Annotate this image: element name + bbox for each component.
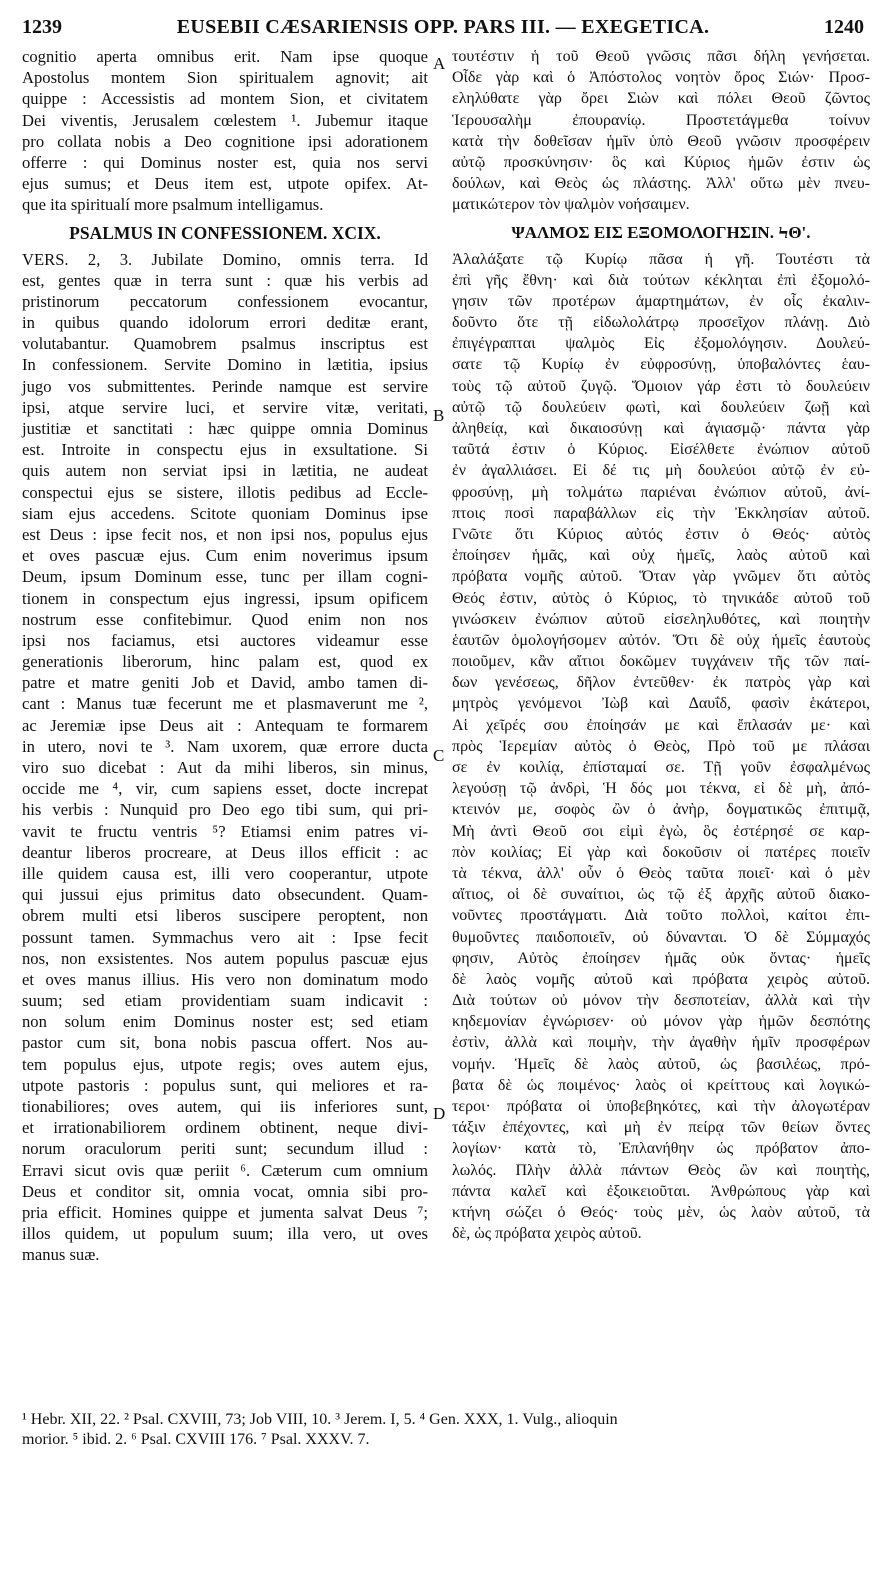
text-line: θυμοῦντες παιδοποιεῖν, οὐ δύνανται. Ὁ δὲ Σύμμαχός xyxy=(452,928,870,946)
text-line: ἑαυτῶν ὁμολογήσομεν αὐτόν. Ὅτι δὲ οὐχ ἡμεῖς ἑαυτοὺς xyxy=(452,631,870,649)
text-line: λεγούσῃ τῷ ἀνδρὶ, Ἡ δός μοι τέκνα, εἰ δὲ μὴ, ἀπό- xyxy=(452,780,870,798)
text-line: Οἶδε γὰρ καὶ ὁ Ἀπόστολος νοητὸν ὄρος Σιών· Προσ- xyxy=(452,69,870,87)
text-line: norum oraculorum periti sunt; secundum illud : xyxy=(22,1139,428,1159)
text-line: πρόβατα νομῆς αὐτοῦ. Ὅταν γὰρ γνῶμεν ὅτι αὐτὸς xyxy=(452,568,870,586)
text-line: Apostolus montem Sion spiritualem agnovit; ait xyxy=(22,68,428,88)
running-title: EUSEBII CÆSARIENSIS OPP. PARS III. — EXEGETICA. xyxy=(176,16,710,38)
text-line: volutabantur. Quamobrem psalmus inscriptus est xyxy=(22,334,428,354)
text-line: est. Introite in conspectu ejus in exsultatione. Si xyxy=(22,440,428,460)
text-line: quippe : Accessistis ad montem Sion, et civitatem xyxy=(22,89,428,109)
text-line: ἐπιγέγραπται ψαλμὸς Εἰς ἐξομολόγησιν. Δουλεύ- xyxy=(452,335,870,353)
text-line: Μὴ ἀντὶ Θεοῦ σοι εἰμὶ ἐγὼ, ὃς ἐστέρησέ σε καρ- xyxy=(452,822,870,840)
text-line: ἐπὶ γῆς ἔθνη· καὶ διὰ τούτων κέκληται ἐπὶ ἐξομολό- xyxy=(452,271,870,289)
text-line: tionem in conspectum ejus ingressi, ipsum opificem xyxy=(22,588,428,608)
text-line: αἴτιος, οἱ δὲ συναίτιοι, ὡς τῷ ἐξ ἀρχῆς αὐτοῦ διακο- xyxy=(452,886,870,904)
margin-marker-a: A xyxy=(433,54,446,73)
text-line: Dei viventis, Jerusalem cœlestem ¹. Jubemur itaque xyxy=(22,110,428,130)
latin-column xyxy=(22,46,428,1266)
text-line: deantur liberos procreare, at Deus illos efficit : ac xyxy=(22,842,428,862)
text-line: δούλων, καὶ Θεὸς ὡς πλάστης. Ἀλλ' οὕτω μὲν πνευ- xyxy=(452,175,870,193)
text-line: ταῦτά ἐστιν ὁ Κύριος. Εἰσέλθετε ἐνώπιον αὐτοῦ xyxy=(452,441,870,459)
text-line: νομήν. Ἡμεῖς δὲ λαὸς αὐτοῦ, ὡς βασιλέως, πρό- xyxy=(452,1055,870,1073)
text-line: κτήνη σώζει ὁ Θεός· τοὺς μὲν, ὡς λαὸν αὐτοῦ, τὰ xyxy=(452,1203,870,1221)
text-line: occide me ⁴, vir, cum sapiens esset, docte increpat xyxy=(22,779,428,799)
text-line: et oves manus illius. His vero non dominatum modo xyxy=(22,969,428,989)
text-line: τοὺς τῷ αὐτοῦ ζυγῷ. Ὅμοιον γάρ ἐστι τὸ δουλεύειν xyxy=(452,377,870,395)
running-header xyxy=(22,14,864,40)
psalm-heading: ΨΑΛΜΟΣ ΕΙΣ ΕΞΟΜΟΛΟΓΗΣΙΝ. ϞΘ'. xyxy=(511,222,811,242)
text-line: manus suæ. xyxy=(22,1245,100,1265)
text-line: suum; sed etiam providentiam suam indicavit : xyxy=(22,991,428,1011)
text-line: ipsi, atque servire luci, et servire vitæ, veritati, xyxy=(22,397,428,417)
text-line: Γνῶτε ὅτι Κύριος αὐτός ἐστιν ὁ Θεός· αὐτὸς xyxy=(452,525,870,543)
text-line: siam ejus accedens. Scitote quoniam Dominus ipse xyxy=(22,503,428,523)
text-line: κατὰ τὴν δοθεῖσαν ἡμῖν ὑπὸ Θεοῦ γνῶσιν προσφέρειν xyxy=(452,132,870,150)
text-line: est Deus : ipse fecit nos, et non ipsi nos, populus ejus xyxy=(22,524,428,544)
text-line: πρὸς Ἱερεμίαν αὐτὸς ὁ Θεὸς, Πρὸ τοῦ με πλάσαι xyxy=(452,737,870,755)
margin-marker-d: D xyxy=(433,1104,446,1123)
text-line: δοῦντο ὅτε τῇ εἰδωλολάτρῳ προσεῖχον πλάνῃ. Διὸ xyxy=(452,314,870,332)
text-line: ἐποίησεν ἡμᾶς, καὶ οὐχ ἡμεῖς, λαὸς αὐτοῦ καὶ xyxy=(452,547,870,565)
text-line: φροσύνῃ, μὴ τολμάτω παριέναι ἐνώπιον αὐτοῦ, ἀνί- xyxy=(452,483,870,501)
text-line: his verbis : Nunquid pro Deo ego tibi sum, qui pri- xyxy=(22,800,428,820)
text-line: λωλός. Πλὴν ἀλλὰ πάντων Θεὸς ὢν καὶ ποιητὴς, xyxy=(452,1161,870,1179)
text-line: jugo vos submittentes. Perinde namque est servire xyxy=(22,376,428,396)
text-line: αὐτῷ προσκύνησιν· ὃς καὶ Κύριος ἡμῶν ἐστιν ὡς xyxy=(452,153,870,171)
greek-column xyxy=(452,46,870,1244)
margin-marker-c: C xyxy=(433,746,445,765)
text-line: possunt tamen. Symmachus vero ait : Ipse fecit xyxy=(22,927,428,947)
text-line: in quibus quando idolorum errori deditæ erant, xyxy=(22,313,428,333)
text-line: Θεός ἐστιν, αὐτὸς ὁ Κύριος, τὸ τηνικάδε αὐτοῦ τοῦ xyxy=(452,589,870,607)
text-line: τὰ τέκνα, ἀλλ' οὖν ὁ Θεὸς ταῦτα ποιεῖ· καὶ ὁ μὲν xyxy=(452,864,870,882)
text-line: In confessionem. Servite Domino in lætitia, ipsius xyxy=(22,355,428,375)
text-line: viro suo dicebat : Aut da mihi liberos, sin minus, xyxy=(22,758,428,777)
text-line: et irrationabiliorem ordinem obtinent, neque divi- xyxy=(22,1118,428,1138)
text-line: obrem multi etsi liberos suscipere peroptent, non xyxy=(22,906,428,926)
text-line: cant : Manus tuæ fecerunt me et plasmaverunt me ², xyxy=(22,694,428,714)
text-line: vavit te fructu ventris ⁵? Etiamsi enim patres vi- xyxy=(22,821,428,841)
text-line: in utero, novi te ³. Nam uxorem, quæ errore ducta xyxy=(22,736,428,756)
text-line: γινώσκειν ἐνώπιον αὐτοῦ εἰσεληλυθότες, καὶ ποιητὴν xyxy=(452,610,870,628)
text-line: est, gentes quæ in terra sunt : quæ his verbis ad xyxy=(22,270,428,290)
text-line: πτοις ποσὶ παραβάλλων εἰς τὴν Ἐκκλησίαν αὐτοῦ. xyxy=(452,504,870,522)
text-line: nostrum esse confitebimur. Quod enim non nos xyxy=(22,609,428,629)
text-line: conspectui ejus se sistere, illotis pedibus ad Eccle- xyxy=(22,482,428,502)
text-line: ποιοῦμεν, κἂν αἴτιοι δοκῶμεν τυγχάνειν τῆς τῶν παί- xyxy=(452,653,870,671)
text-line: τεροι· πρόβατα οἱ ὑποβεβηκότες, καὶ τὴν ἀλογωτέραν xyxy=(452,1098,870,1115)
text-line: λογίων· κατὰ τὸ, Ἐπλανήθην ὡς πρόβατον ἀπο- xyxy=(452,1140,870,1158)
text-line: ac Jeremiæ ipse Deus ait : Antequam te formarem xyxy=(22,715,428,735)
footnotes xyxy=(22,1410,870,1450)
text-line: Deus et conditor sit, omnia vocat, omnia sibi pro- xyxy=(22,1181,428,1201)
text-line: δων γενέσεως, δῆλον ἐντεῦθεν· ἐκ πατρὸς γὰρ καὶ xyxy=(452,674,870,692)
text-line: generationis liberorum, hinc palam est, quod ex xyxy=(22,652,428,672)
text-line: non solum enim Dominus noster est; sed etiam xyxy=(22,1012,428,1032)
text-line: pria efficit. Homines quippe et jumenta salvat Deus ⁷; xyxy=(22,1202,428,1222)
text-line: τάξιν ἐπέχοντες, καὶ μὴ ἐν πείρᾳ τῶν θείων ὄντες xyxy=(452,1119,870,1137)
text-line: σε ἐν κοιλίᾳ, ἐπίσταμαί σε. Τῇ γοῦν ἐσφαλμένως xyxy=(452,759,870,776)
text-line: ipsi nos faciamus, etsi auctores videamur esse xyxy=(22,630,428,650)
text-line: ejus sumus; et Deus item est, utpote opifex. At- xyxy=(22,174,428,194)
text-line: Ἱερουσαλὴμ ἐπουρανίῳ. Προστετάγμεθα τοίνυν xyxy=(452,111,870,129)
text-line: εληλύθατε γὰρ ὄρει Σιὼν καὶ πόλει Θεοῦ ζῶντος xyxy=(452,90,870,108)
text-line: μητρὸς γενόμενοι Ἰὼβ καὶ Δαυΐδ, φασὶν ἑκάτεροι, xyxy=(452,695,870,713)
text-line: αὐτῷ τῷ δουλεύειν φωτὶ, καὶ δουλεύειν ζωῇ καὶ xyxy=(452,398,870,416)
text-line: Αἱ χεῖρές σου ἐποίησάν με καὶ ἔπλασάν με· καὶ xyxy=(452,716,870,734)
text-line: et oves pascuæ ejus. Cum enim noverimus ipsum xyxy=(22,546,428,566)
text-line: ἐν ἀγαλλιάσει. Εἰ δέ τις μὴ δουλεύοι αὐτῷ ἐν εὐ- xyxy=(452,462,870,480)
text-line: Ἀλαλάξατε τῷ Κυρίῳ πᾶσα ἡ γῆ. Τουτέστι τὰ xyxy=(452,250,870,268)
footnote-line: morior. ⁵ ibid. 2. ⁶ Psal. CXVIII 176. ⁷ Psal. XXXV. 7. xyxy=(22,1431,370,1448)
text-line: πὸν κοιλίας; Εἰ γὰρ καὶ δοκοῦσιν οἱ πατέρες ποιεῖν xyxy=(452,843,870,861)
text-line: VERS. 2, 3. Jubilate Domino, omnis terra. Id xyxy=(22,249,428,269)
text-line: δὲ λαὸς νομῆς αὐτοῦ καὶ πρόβατα χειρὸς αὐτοῦ. xyxy=(452,970,870,988)
text-line: Erravi sicut ovis quæ periit ⁶. Cæterum cum omnium xyxy=(22,1160,428,1180)
text-line: tionabiliores; oves autem, qui iis inferiores sunt, xyxy=(22,1097,428,1116)
page-number-right: 1240 xyxy=(824,16,864,38)
text-line: φησιν, Αὐτὸς ἐποίησεν ἡμᾶς οὐκ ὄντας· ἡμεῖς xyxy=(452,949,870,967)
text-line: patre et matre geniti Job et David, ambo tamen di- xyxy=(22,673,428,693)
text-line: κτεινόν με, σοφὸς ὢν ὁ ἀνὴρ, δογματικῶς ἐπιτιμᾷ, xyxy=(452,801,870,819)
text-line: illos quidem, ut populum suum; illa vero, ut oves xyxy=(22,1224,428,1244)
page-number-left: 1239 xyxy=(22,16,62,38)
footnote-line: ¹ Hebr. XII, 22. ² Psal. CXVIII, 73; Job VIII, 10. ³ Jerem. I, 5. ⁴ Gen. XXX, 1. Vulg., alioquin xyxy=(22,1411,618,1428)
text-line: ille quidem causa est, illi vero cooperantur, utpote xyxy=(22,863,428,883)
text-line: Deum, ipsum Dominum esse, tunc per illam cogni- xyxy=(22,567,428,587)
text-line: τουτέστιν ἡ τοῦ Θεοῦ γνῶσις πᾶσι δήλη γενήσεται. xyxy=(452,48,870,65)
text-line: ἐστὶν, ἀλλὰ καὶ ποιμὴν, τὴν ἀγαθὴν ἡμῖν προσφέρων xyxy=(452,1034,870,1052)
text-line: tem populus ejus, utpote regis; oves autem ejus, xyxy=(22,1054,428,1074)
text-line: πάντα καλεῖ καὶ ἐξοικειοῦται. Ἀνθρώπους γὰρ καὶ xyxy=(452,1182,870,1200)
text-line: quis autem non serviat ipsi in lætitia, ne audeat xyxy=(22,461,428,481)
margin-marker-b: B xyxy=(433,406,445,425)
text-line: Διὰ τούτων οὐ μόνον τὴν δεσποτείαν, ἀλλὰ καὶ τὴν xyxy=(452,992,870,1010)
text-line: offerre : qui Dominus noster est, quia nos servi xyxy=(22,152,428,172)
text-line: cognitio aperta omnibus erit. Nam ipse quoque xyxy=(22,47,428,66)
text-line: nos, non exsistentes. Nos autem populus pascuæ ejus xyxy=(22,948,428,968)
text-line: pastor cum sit, bona nobis pascua offert. Nos au- xyxy=(22,1033,428,1053)
psalm-heading: PSALMUS IN CONFESSIONEM. XCIX. xyxy=(69,222,381,243)
text-line: ματικώτερον τὸν ψαλμὸν νοήσαιμεν. xyxy=(452,196,690,214)
text-line: κηδεμονίαν ἐγνώρισεν· οὐ μόνον γὰρ ἡμῶν δεσπότης xyxy=(452,1013,870,1031)
text-line: justitiæ et sanctitati : hæc quippe omnia Dominus xyxy=(22,419,428,438)
text-line: utpote pastoris : populus sunt, qui meliores et ra- xyxy=(22,1075,428,1095)
text-line: pro collata nobis a Deo cognitione ipsi adorationem xyxy=(22,131,428,151)
text-line: que ita spiritualí more psalmum intelligamus. xyxy=(22,195,324,215)
text-line: pristinorum peccatorum confessionem evocantur, xyxy=(22,291,428,311)
text-line: νοῦντες προστάγματι. Διὰ τοῦτο πολλοὶ, καίτοι ἐπι- xyxy=(452,907,870,925)
text-line: βατα δὲ ὡς ποιμένος· λαὸς οἱ κρείττους καὶ λογικώ- xyxy=(452,1076,870,1094)
text-line: qui jussui ejus primitus dato obsecundent. Quam- xyxy=(22,885,428,905)
text-line: ἀληθείᾳ, καὶ δικαιοσύνῃ καὶ ἁγιασμῷ· πάντα γὰρ xyxy=(452,420,870,437)
text-line: δὲ, ὡς πρόβατα χειρὸς αὐτοῦ. xyxy=(452,1225,642,1243)
text-line: σατε τῷ Κυρίῳ ἐν εὐφροσύνῃ, ὑποβαλόντες ἑαυ- xyxy=(452,356,870,374)
text-line: γησιν τῶν προτέρων ἁμαρτημάτων, ἐν οἷς ἐκαλιν- xyxy=(452,292,870,310)
